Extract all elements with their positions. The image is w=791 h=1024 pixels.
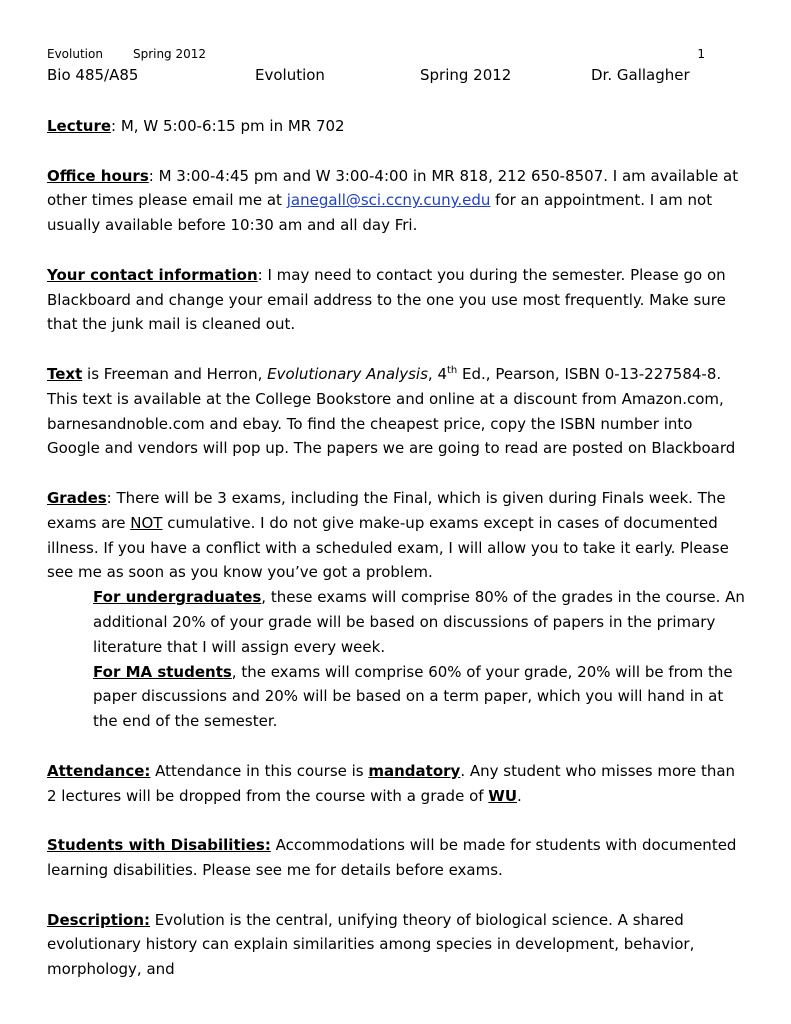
grades-not: NOT: [130, 513, 163, 532]
contact-text: : I may need to contact you during the semester. Please go on Blackboard and change your email address to the one you use most frequently. Make sure that the junk mail is cleaned out.: [47, 265, 726, 334]
attendance-text-3: .: [517, 786, 522, 805]
office-hours-label: Office hours: [47, 166, 149, 185]
contact-label: Your contact information: [47, 265, 258, 284]
text-details: Ed., Pearson, ISBN 0-13-227584-8. This text is available at the College Bookstore and online at a discount from Amazon.com, barnesandnoble.com and ebay. To find the cheapest price, copy the ISBN number into Google and vendors will pop up. The papers we are going to read are posted on Blackboard: [47, 364, 736, 458]
grades-label: Grades: [47, 488, 107, 507]
office-hours-section: [47, 164, 747, 238]
course-code: Bio 485/A85: [47, 66, 139, 84]
header-term: Spring 2012: [132, 47, 207, 61]
grades-text-2: cumulative. I do not give make-up exams except in cases of documented illness. If you have a conflict with a scheduled exam, I will allow you to take it early. Please see me as soon as you know you’ve got a problem.: [47, 513, 729, 582]
office-hours-text-2: for an appointment. I am not usually available before 10:30 am and all day Fri.: [47, 191, 713, 235]
undergrad-label: For undergraduates: [93, 588, 262, 607]
contact-section: [47, 263, 747, 337]
attendance-section: [47, 759, 747, 809]
ma-text: , the exams will comprise 60% of your grade, 20% will be from the paper discussions and 20% will be based on a term paper, which you will hand in at the end of the semester.: [93, 662, 733, 731]
running-header: [47, 47, 705, 61]
book-title: Evolutionary Analysis: [267, 364, 428, 383]
attendance-text-2: . Any student who misses more than 2 lectures will be dropped from the course with a grade of: [47, 761, 736, 805]
page-number: 1: [697, 47, 705, 61]
text-label: Text: [47, 364, 83, 383]
attendance-label: Attendance:: [47, 761, 151, 780]
text-section: [47, 362, 747, 461]
disabilities-label: Students with Disabilities:: [47, 836, 271, 855]
instructor-name: Dr. Gallagher: [591, 66, 690, 84]
lecture-text: : M, W 5:00-6:15 pm in MR 702: [111, 117, 345, 135]
grades-intro: [47, 486, 747, 585]
running-header-left: [47, 47, 236, 61]
attendance-mandatory: mandatory: [368, 761, 461, 780]
undergrad-grading: [93, 585, 747, 659]
attendance-wu: WU: [488, 786, 518, 805]
course-term: Spring 2012: [420, 66, 512, 84]
undergrad-text: , these exams will comprise 80% of the grades in the course. An additional 20% of your grade will be based on discussions of papers in the primary literature that I will assign every week.: [93, 588, 745, 656]
grades-text: : There will be 3 exams, including the Final, which is given during Finals week. The exams are: [47, 488, 726, 532]
ma-label: For MA students: [93, 662, 232, 681]
ma-grading: [93, 660, 747, 734]
grades-section: [47, 486, 747, 734]
lecture-section: [47, 114, 747, 139]
office-hours-text: : M 3:00-4:45 pm and W 3:00-4:00 in MR 818, 212 650-8507. I am available at other times please email me at: [47, 166, 739, 210]
email-link[interactable]: janegall@sci.ccny.cuny.edu: [286, 191, 491, 210]
description-label: Description:: [47, 910, 151, 929]
disabilities-section: [47, 833, 747, 883]
disabilities-text: Accommodations will be made for students with documented learning disabilities. Please see me for details before exams.: [47, 836, 737, 879]
header-course: Evolution: [47, 47, 103, 61]
syllabus-body: [47, 114, 747, 1007]
description-section: [47, 908, 747, 982]
course-name: Evolution: [255, 66, 325, 84]
edition-sup: th: [447, 364, 458, 376]
grades-breakdown: [93, 585, 747, 734]
lecture-label: Lecture: [47, 117, 112, 135]
text-edition: , 4: [427, 364, 447, 383]
description-text: Evolution is the central, unifying theory of biological science. A shared evolutionary history can explain similarities among species in development, behavior, morphology, and: [47, 910, 695, 979]
attendance-text: Attendance in this course is: [150, 761, 369, 780]
text-intro: is Freeman and Herron,: [82, 364, 268, 383]
